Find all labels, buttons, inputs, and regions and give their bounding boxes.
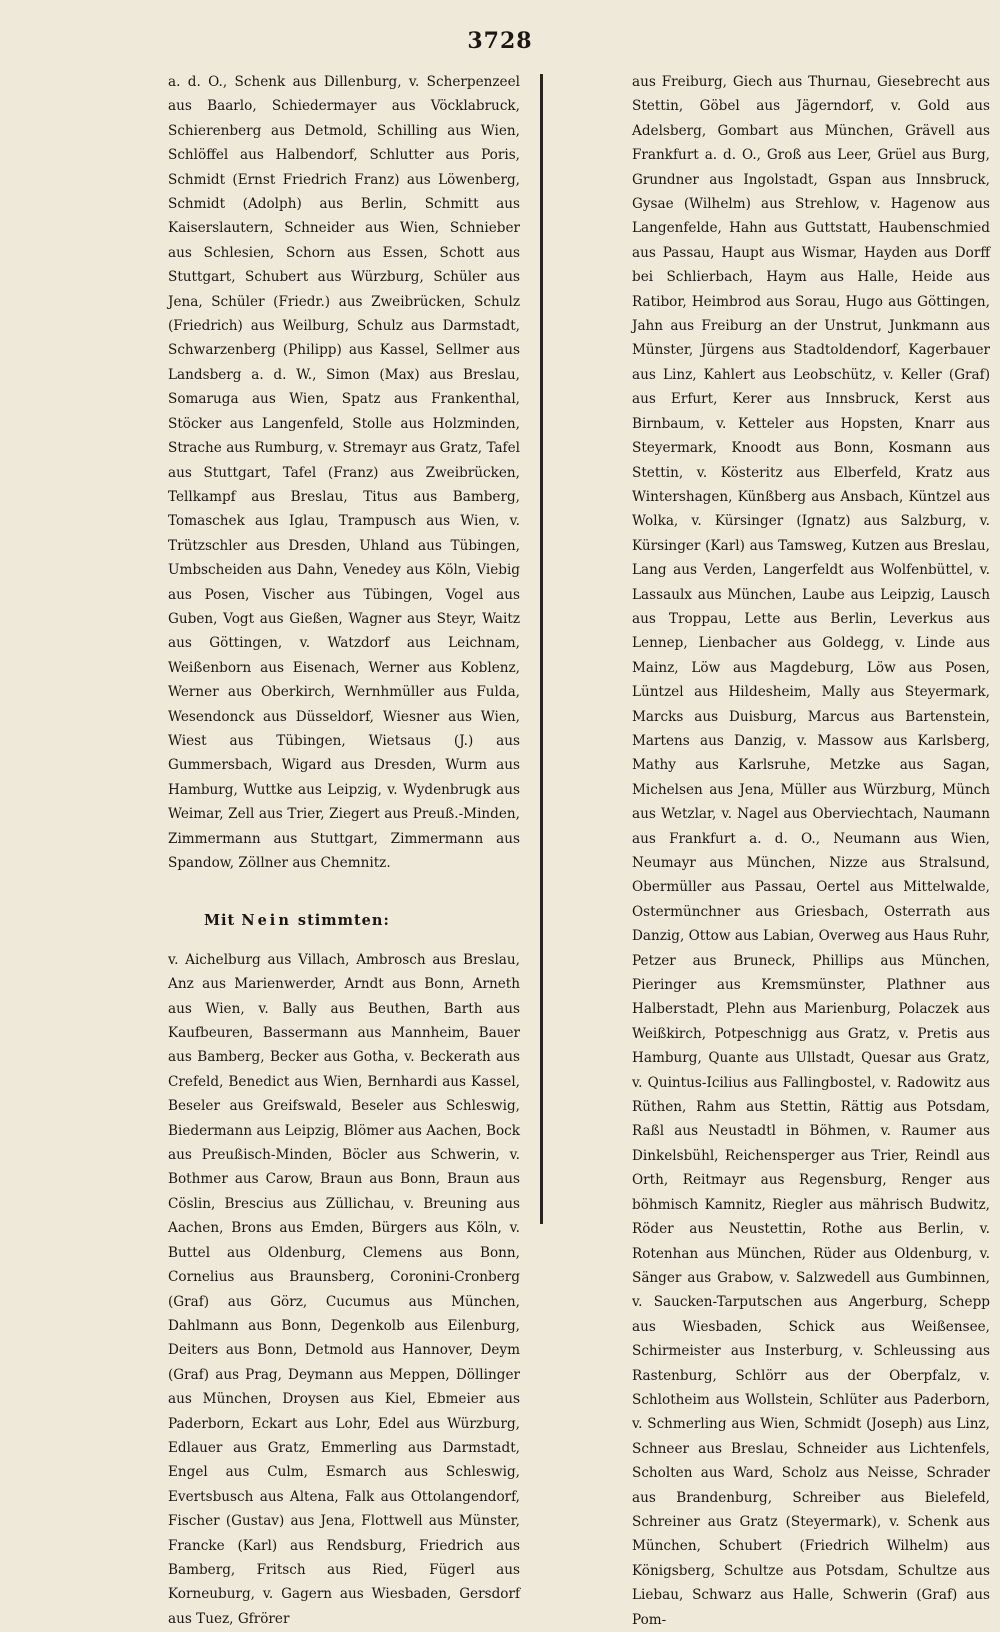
heading-suffix: stimmten: bbox=[297, 912, 390, 930]
heading-nein: Nein bbox=[241, 912, 292, 930]
heading-prefix: Mit bbox=[204, 912, 236, 930]
left-column-paragraph-yes-votes: a. d. O., Schenk aus Dillenburg, v. Scherpenzeel aus Baarlo, Schiedermayer aus Vöcklabruck, Schierenberg aus Detmold, Schilling aus Wien, Schlöffel aus Halbendorf, Schlutter aus Poris, Schmidt (Ernst Friedrich Franz) aus Löwenberg, Schmidt (Adolph) aus Berlin, Schmitt aus Kaiserslautern, Schneider aus Wien, Schnieber aus Schlesien, Schorn aus Essen, Schott aus Stuttgart, Schubert aus Würzburg, Schüler aus Jena, Schüler (Friedr.) aus Zweibrücken, Schulz (Friedrich) aus Weilburg, Schulz aus Darmstadt, Schwarzenberg (Philipp) aus Kassel, Sellmer aus Landsberg a. d. W., Simon (Max) aus Breslau, Somaruga aus Wien, Spatz aus Frankenthal, Stöcker aus Langenfeld, Stolle aus Holzminden, Strache aus Rumburg, v. Stremayr aus Gratz, Tafel aus Stuttgart, Tafel (Franz) aus Zweibrücken, Tellkampf aus Breslau, Titus aus Bamberg, Tomaschek aus Iglau, Trampusch aus Wien, v. Trützschler aus Dresden, Uhland aus Tübingen, Umbscheiden aus Dahn, Venedey aus Köln, Viebig aus Posen, Vischer aus Tübingen, Vogel aus Guben, Vogt aus Gießen, Wagner aus Steyr, Waitz aus Göttingen, v. Watzdorf aus Leichnam, Weißenborn aus Eisenach, Werner aus Koblenz, Werner aus Oberkirch, Wernhmüller aus Fulda, Wesendonck aus Düsseldorf, Wiesner aus Wien, Wiest aus Tübingen, Wietsaus (J.) aus Gummersbach, Wigard aus Dresden, Wurm aus Hamburg, Wuttke aus Leipzig, v. Wydenbrugk aus Weimar, Zell aus Trier, Ziegert aus Preuß.-Minden, Zimmermann aus Stuttgart, Zimmermann aus Spandow, Zöllner aus Chemnitz. bbox=[168, 74, 520, 871]
left-column-paragraph-no-votes: v. Aichelburg aus Villach, Ambrosch aus Breslau, Anz aus Marienwerder, Arndt aus Bonn, Arneth aus Wien, v. Bally aus Beuthen, Barth aus Kaufbeuren, Bassermann aus Mannheim, Bauer aus Bamberg, Becker aus Gotha, v. Beckerath aus Crefeld, Benedict aus Wien, Bernhardi aus Kassel, Beseler aus Greifswald, Beseler aus Schleswig, Biedermann aus Leipzig, Blömer aus Aachen, Bock aus Preußisch-Minden, Böcler aus Schwerin, v. Bothmer aus Carow, Braun aus Bonn, Braun aus Cöslin, Brescius aus Züllichau, v. Breuning aus Aachen, Brons aus Emden, Bürgers aus Köln, v. Buttel aus Oldenburg, Clemens aus Bonn, Cornelius aus Braunsberg, Coronini-Cronberg (Graf) aus Görz, Cucumus aus München, Dahlmann aus Bonn, Degenkolb aus Eilenburg, Deiters aus Bonn, Detmold aus Hannover, Deym (Graf) aus Prag, Deymann aus Meppen, Döllinger aus München, Droysen aus Kiel, Ebmeier aus Paderborn, Eckart aus Lohr, Edel aus Würzburg, Edlauer aus Gratz, Emmerling aus Darmstadt, Engel aus Culm, Esmarch aus Schleswig, Evertsbusch aus Altena, Falk aus Ottolangendorf, Fischer (Gustav) aus Jena, Flottwell aus Münster, Francke (Karl) aus Rendsburg, Friedrich aus Bamberg, Fritsch aus Ried, Fügerl aus Korneuburg, v. Gagern aus Wiesbaden, Gersdorf aus Tuez, Gfrörer bbox=[168, 951, 520, 1627]
right-column-paragraph: aus Freiburg, Giech aus Thurnau, Giesebrecht aus Stettin, Göbel aus Jägerndorf, v. Gold aus Adelsberg, Gombart aus München, Grävell aus Frankfurt a. d. O., Groß aus Leer, Grüel aus Burg, Grundner aus Ingolstadt, Gspan aus Innsbruck, Gysae (Wilhelm) aus Strehlow, v. Hagenow aus Langenfelde, Hahn aus Guttstatt, Haubenschmied aus Passau, Haupt aus Wismar, Hayden aus Dorff bei Schlierbach, Haym aus Halle, Heide aus Ratibor, Heimbrod aus Sorau, Hugo aus Göttingen, Jahn aus Freiburg an der Unstrut, Junkmann aus Münster, Jürgens aus Stadtoldendorf, Kagerbauer aus Linz, Kahlert aus Leobschütz, v. Keller (Graf) aus Erfurt, Kerer aus Innsbruck, Kerst aus Birnbaum, v. Ketteler aus Hopsten, Knarr aus Steyermark, Knoodt aus Bonn, Kosmann aus Stettin, v. Kösteritz aus Elberfeld, Kratz aus Wintershagen, Künßberg aus Ansbach, Küntzel aus Wolka, v. Kürsinger (Ignatz) aus Salzburg, v. Kürsinger (Karl) aus Tamsweg, Kutzen aus Breslau, Lang aus Verden, Langerfeldt aus Wolfenbüttel, v. Lassaulx aus München, Laube aus Leipzig, Lausch aus Troppau, Lette aus Berlin, Leverkus aus Lennep, Lienbacher aus Goldegg, v. Linde aus Mainz, Löw aus Magdeburg, Löw aus Posen, Lüntzel aus Hildesheim, Mally aus Steyermark, Marcks aus Duisburg, Marcus aus Bartenstein, Martens aus Danzig, v. Massow aus Karlsberg, Mathy aus Karlsruhe, Metzke aus Sagan, Michelsen aus Jena, Müller aus Würzburg, Münch aus Wetzlar, v. Nagel aus Oberviechtach, Naumann aus Frankfurt a. d. O., Neumann aus Wien, Neumayr aus München, Nizze aus Stralsund, Obermüller aus Passau, Oertel aus Mittelwalde, Ostermünchner aus Griesbach, Osterrath aus Danzig, Ottow aus Labian, Overweg aus Haus Ruhr, Petzer aus Bruneck, Phillips aus München, Pieringer aus Kremsmünster, Plathner aus Halberstadt, Plehn aus Marienburg, Polaczek aus Weißkirch, Potpeschnigg aus Gratz, v. Pretis aus Hamburg, Quante aus Ullstadt, Quesar aus Gratz, v. Quintus-Icilius aus Fallingbostel, v. Radowitz aus Rüthen, Rahm aus Stettin, Rättig aus Potsdam, Raßl aus Neustadtl in Böhmen, v. Raumer aus Dinkelsbühl, Reichensperger aus Trier, Reindl aus Orth, Reitmayr aus Regensburg, Renger aus böhmisch Kamnitz, Riegler aus mährisch Budwitz, Röder aus Neustettin, Rothe aus Berlin, v. Rotenhan aus München, Rüder aus Oldenburg, v. Sänger aus Grabow, v. Salzwedell aus Gumbinnen, v. Saucken-Tarputschen aus Angerburg, Schepp aus Wiesbaden, Schick aus Weißensee, Schirmeister aus Insterburg, v. Schleussing aus Rastenburg, Schlörr aus der Oberpfalz, v. Schlotheim aus Wollstein, Schlüter aus Paderborn, v. Schmerling aus Wien, Schmidt (Joseph) aus Linz, Schneer aus Breslau, Schneider aus Lichtenfels, Scholten aus Ward, Scholz aus Neisse, Schrader aus Brandenburg, Schreiber aus Bielefeld, Schreiner aus Gratz (Steyermark), v. Schenk aus München, Schubert (Friedrich Wilhelm) aus Königsberg, Schultze aus Potsdam, Schultze aus Liebau, Schwarz aus Halle, Schwerin (Graf) aus Pom- bbox=[632, 74, 990, 1628]
section-heading-nein bbox=[168, 909, 520, 933]
right-column bbox=[632, 70, 990, 1632]
left-column bbox=[168, 70, 520, 1631]
column-divider bbox=[540, 74, 543, 1224]
page-number: 3728 bbox=[467, 28, 533, 54]
